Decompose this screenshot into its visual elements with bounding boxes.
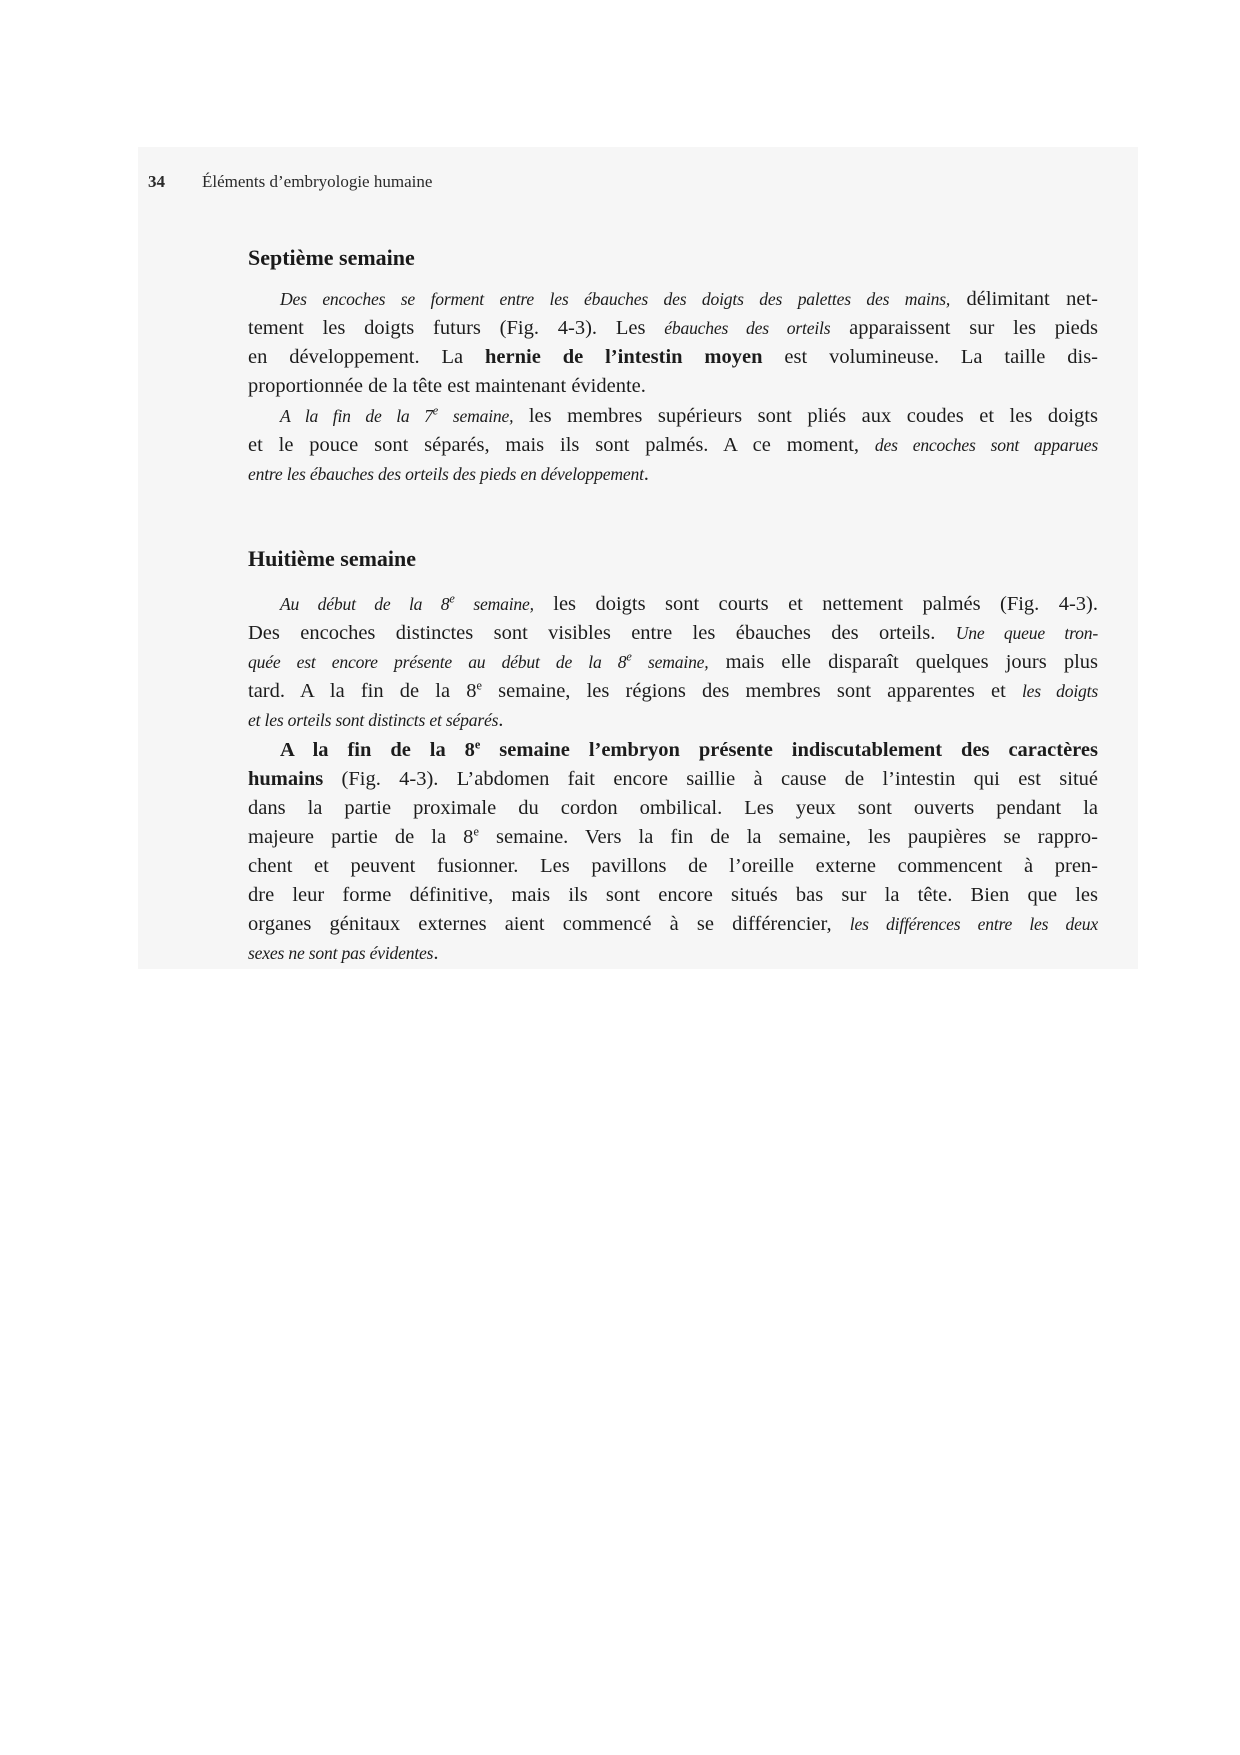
- text-line: dans la partie proximale du cordon ombilical. Les yeux sont ouverts pendant la: [248, 797, 1098, 819]
- text-line: sexes ne sont pas évidentes.: [248, 942, 439, 964]
- text-line: chent et peuvent fusionner. Les pavillons de l’oreille externe commencent à pren-: [248, 855, 1098, 877]
- section-heading-week-8: Huitième semaine: [248, 546, 417, 571]
- paragraph: [248, 402, 1098, 489]
- text-line: proportionnée de la tête est maintenant évidente.: [248, 375, 646, 397]
- running-head: [148, 172, 432, 192]
- text-line: dre leur forme définitive, mais ils sont encore situés bas sur la tête. Bien que les: [248, 884, 1098, 906]
- text-line: Des encoches distinctes sont visibles entre les ébauches des orteils. Une queue tron-: [248, 622, 1099, 644]
- section-heading-week-7: Septième semaine: [248, 245, 415, 270]
- text-line: A la fin de la 8e semaine l’embryon présente indiscutablement des caractères: [280, 737, 1098, 761]
- text-line: A la fin de la 7e semaine, les membres supérieurs sont pliés aux coudes et les doigts: [280, 403, 1098, 427]
- book-title: Éléments d’embryologie humaine: [202, 172, 433, 191]
- text-line: entre les ébauches des orteils des pieds en développement.: [248, 463, 649, 485]
- text-line: tement les doigts futurs (Fig. 4-3). Les ébauches des orteils apparaissent sur les pieds: [248, 317, 1098, 339]
- text-line: tard. A la fin de la 8e semaine, les régions des membres sont apparentes et les doigts: [248, 678, 1099, 702]
- paragraph: [248, 285, 1098, 401]
- paragraph: [248, 590, 1098, 735]
- text-line: et le pouce sont séparés, mais ils sont palmés. A ce moment, des encoches sont apparues: [248, 434, 1098, 456]
- text-line: quée est encore présente au début de la 8e semaine, mais elle disparaît quelques jours plus: [248, 649, 1098, 673]
- text-line: Des encoches se forment entre les ébauches des doigts des palettes des mains, délimitant net-: [280, 288, 1098, 310]
- text-line: Au début de la 8e semaine, les doigts sont courts et nettement palmés (Fig. 4-3).: [280, 591, 1098, 615]
- page-number: 34: [148, 172, 165, 191]
- text-line: organes génitaux externes aient commencé à se différencier, les différences entre les deux: [248, 913, 1098, 935]
- text-line: et les orteils sont distincts et séparés.: [248, 709, 504, 731]
- paragraph: [248, 736, 1098, 968]
- text-line: majeure partie de la 8e semaine. Vers la fin de la semaine, les paupières se rappro-: [248, 824, 1098, 848]
- text-line: en développement. La hernie de l’intestin moyen est volumineuse. La taille dis-: [248, 346, 1098, 368]
- text-line: humains (Fig. 4-3). L’abdomen fait encore saillie à cause de l’intestin qui est situé: [248, 768, 1098, 790]
